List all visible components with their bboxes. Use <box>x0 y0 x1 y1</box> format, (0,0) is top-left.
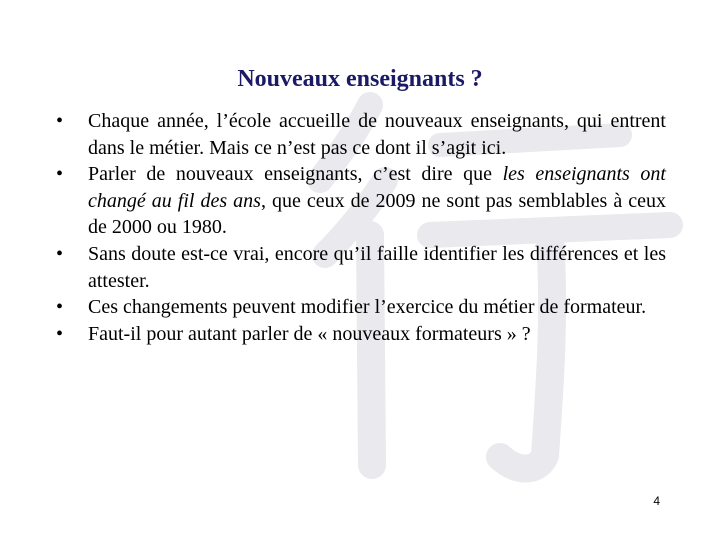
bullet-text-tail: , que ceux de 2009 ne sont pas semblables à ceux de 2000 ou 1980. <box>88 189 666 239</box>
bullet-list <box>56 108 666 347</box>
bullet-marker: • <box>56 296 64 319</box>
page-number: 4 <box>653 494 660 508</box>
bullet-item <box>56 241 666 294</box>
bullet-marker: • <box>56 242 64 265</box>
bullet-text: Sans doute est-ce vrai, encore qu’il faille identifier les différences et les attester. <box>88 242 666 292</box>
bullet-item <box>56 108 666 161</box>
bullet-item <box>56 161 666 241</box>
bullet-marker: • <box>56 163 64 186</box>
bullet-marker: • <box>56 322 64 345</box>
bullet-text: Faut-il pour autant parler de « nouveaux formateurs » ? <box>88 322 531 345</box>
slide-title: Nouveaux enseignants ? <box>237 66 483 92</box>
bullet-emphasis: les enseignants ont changé au fil des ans <box>88 163 666 212</box>
bullet-text: Ces changements peuvent modifier l’exercice du métier de formateur. <box>88 296 647 319</box>
bullet-text: Parler de nouveaux enseignants, c’est dire que <box>88 163 503 186</box>
bullet-text: Chaque année, l’école accueille de nouveaux enseignants, qui entrent dans le métier. Mais ce n’est pas ce dont il s’agit ici. <box>88 110 666 159</box>
bullet-marker: • <box>56 110 64 132</box>
bullet-item <box>56 294 666 321</box>
bullet-item <box>56 321 666 348</box>
